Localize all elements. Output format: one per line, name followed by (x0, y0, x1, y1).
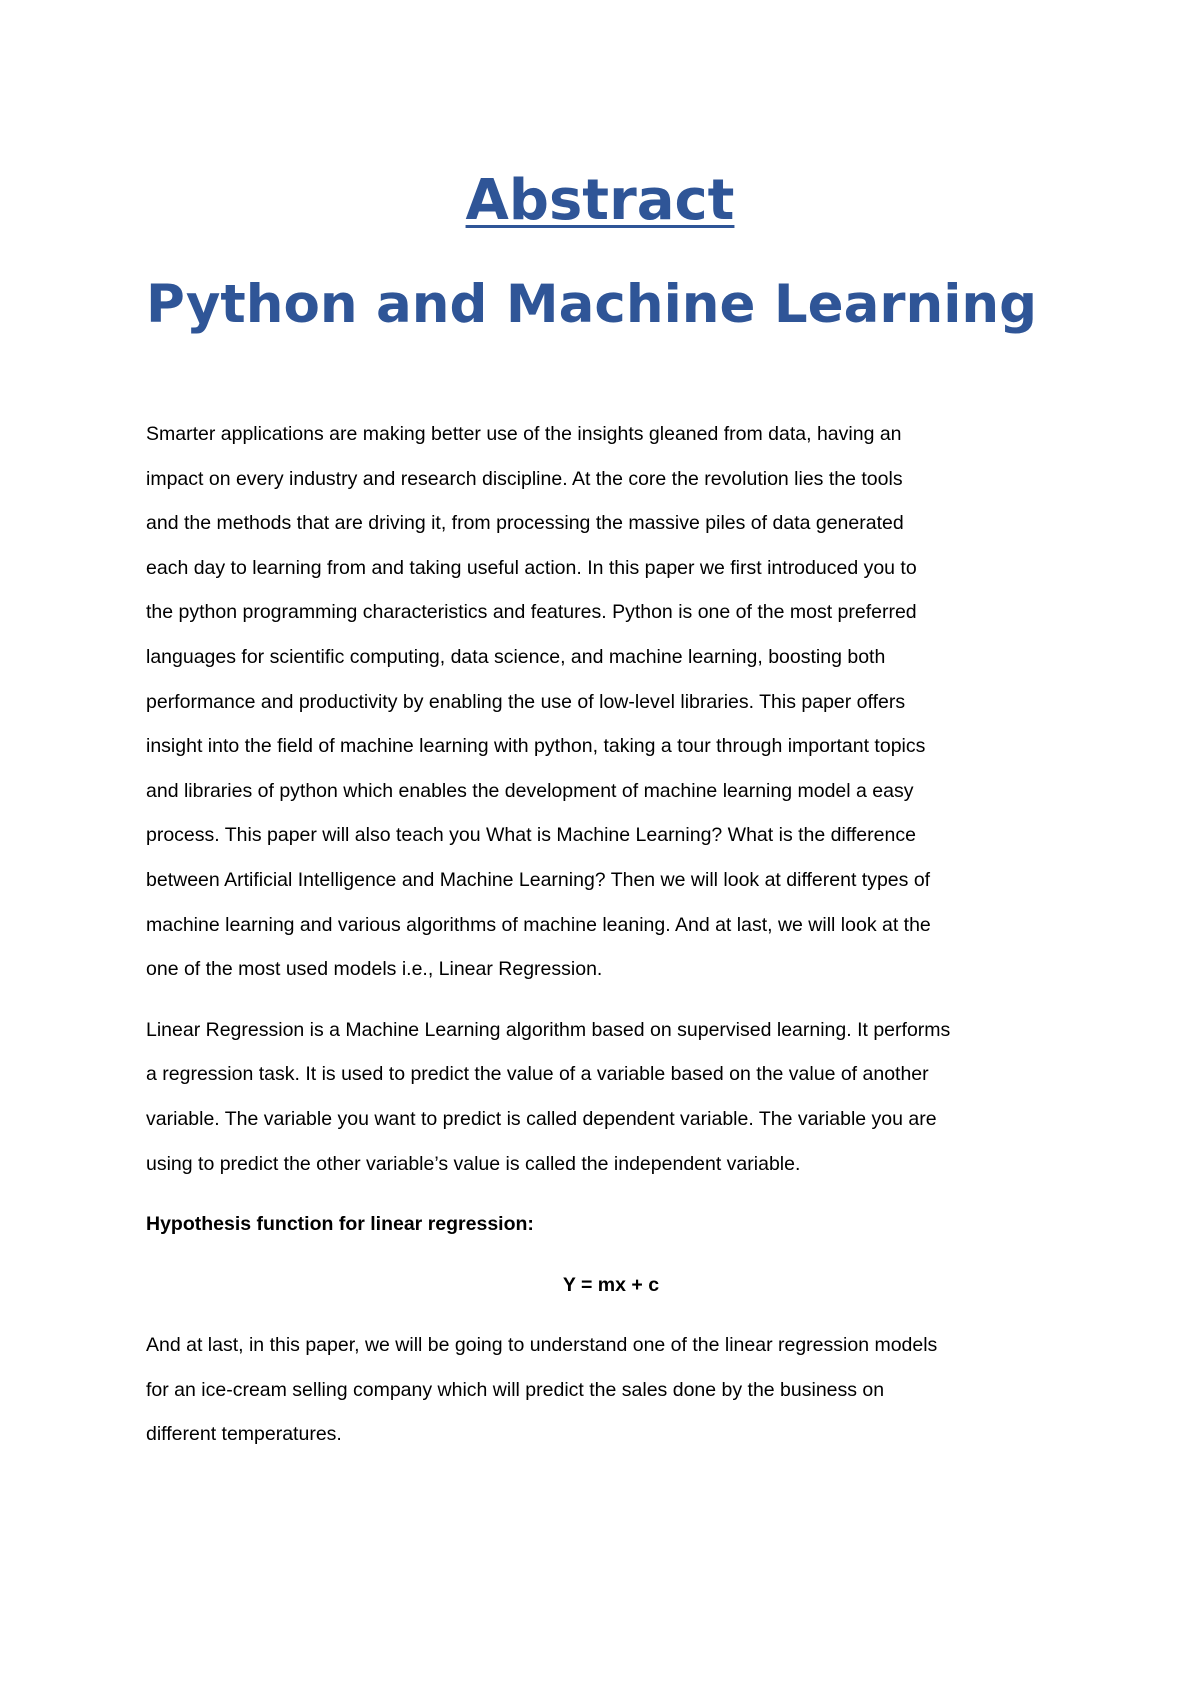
text-line: languages for scientific computing, data science, and machine learning, boosting both (146, 645, 886, 668)
text-line: and the methods that are driving it, from processing the massive piles of data generated (146, 512, 904, 535)
text-line: and libraries of python which enables the development of machine learning model a easy (146, 779, 914, 802)
hypothesis-heading: Hypothesis function for linear regression: (146, 1213, 534, 1236)
paper-title: Python and Machine Learning (146, 274, 1038, 335)
paragraph-conclusion (146, 1323, 1076, 1457)
text-line: the python programming characteristics and features. Python is one of the most preferred (146, 601, 917, 624)
paragraph-spacer (146, 1247, 1076, 1263)
text-line: one of the most used models i.e., Linear Regression. (146, 958, 603, 981)
equation: Y = mx + c (562, 1273, 660, 1296)
text-line: variable. The variable you want to predict is called dependent variable. The variable you are (146, 1107, 937, 1130)
text-line: performance and productivity by enabling the use of low-level libraries. This paper offers (146, 690, 906, 713)
abstract-heading: Abstract (465, 168, 735, 233)
text-line: Linear Regression is a Machine Learning algorithm based on supervised learning. It performs (146, 1018, 951, 1041)
text-line: different temperatures. (146, 1423, 342, 1446)
text-line: insight into the field of machine learning with python, taking a tour through important topics (146, 735, 926, 758)
text-line: for an ice-cream selling company which will predict the sales done by the business on (146, 1378, 885, 1401)
paragraph-spacer (146, 992, 1076, 1008)
document-body (146, 412, 1076, 1457)
text-line: using to predict the other variable’s value is called the independent variable. (146, 1152, 801, 1175)
paragraph-intro (146, 412, 1076, 992)
text-line: impact on every industry and research discipline. At the core the revolution lies the tools (146, 467, 903, 490)
text-line: between Artificial Intelligence and Machine Learning? Then we will look at different types of (146, 868, 931, 891)
text-line: process. This paper will also teach you What is Machine Learning? What is the difference (146, 824, 916, 847)
paragraph-linear-regression (146, 1008, 1076, 1186)
text-line: each day to learning from and taking useful action. In this paper we first introduced you to (146, 556, 917, 579)
text-line: machine learning and various algorithms of machine leaning. And at last, we will look at the (146, 913, 931, 936)
text-line: And at last, in this paper, we will be going to understand one of the linear regression models (146, 1334, 938, 1357)
text-line: Smarter applications are making better use of the insights gleaned from data, having an (146, 423, 902, 445)
paragraph-spacer (146, 1186, 1076, 1202)
paragraph-spacer (146, 1307, 1076, 1323)
text-line: a regression task. It is used to predict the value of a variable based on the value of another (146, 1063, 929, 1086)
